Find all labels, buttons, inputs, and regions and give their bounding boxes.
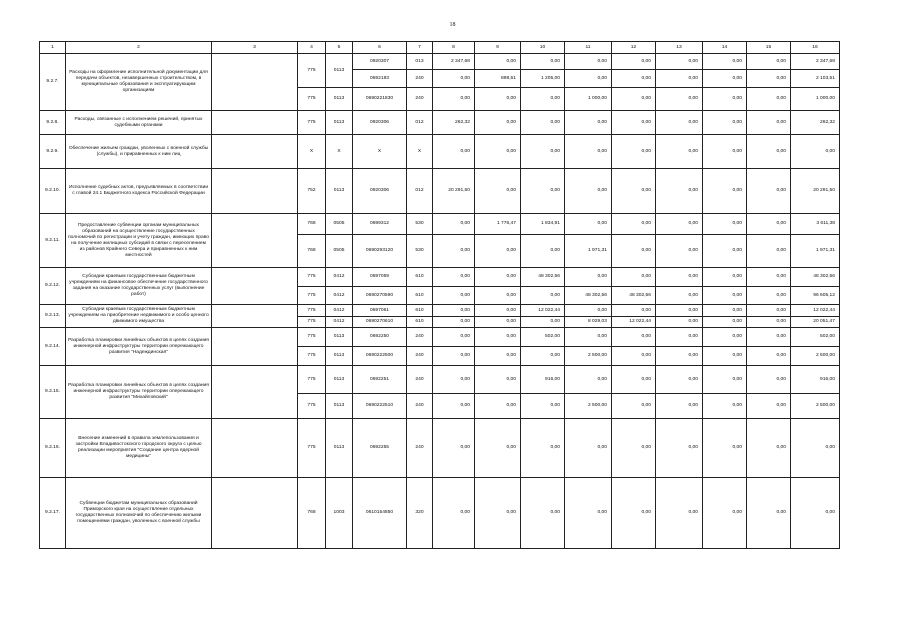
- year-value: 0,00: [433, 328, 475, 347]
- year-value: 0,00: [521, 478, 565, 549]
- target-article-code: 0697059: [353, 268, 407, 287]
- row-description: Расходы на оформление исполнительной документации для передачи объектов, незавершенных строительством, в муниципальные образования и эксплуатирующим организациям: [66, 54, 212, 111]
- ministry-code: 775: [298, 347, 326, 366]
- column-header: 6: [353, 42, 407, 54]
- budget-table: [39, 41, 840, 549]
- total-value: 2 103,51: [791, 70, 840, 88]
- row-number: 9.2.7.: [40, 54, 66, 111]
- total-value: 0,00: [791, 478, 840, 549]
- ministry-code: 775: [298, 419, 326, 478]
- column-header: 12: [612, 42, 656, 54]
- section-code: 0412: [326, 268, 353, 287]
- column-header: 1: [40, 42, 66, 54]
- year-value: 0,00: [703, 366, 747, 394]
- total-value: 916,00: [791, 366, 840, 394]
- empty-cell: [212, 305, 298, 328]
- year-value: 0,00: [612, 169, 656, 214]
- empty-cell: [212, 268, 298, 305]
- year-value: 1 205,00: [521, 70, 565, 88]
- year-value: 0,00: [612, 268, 656, 287]
- row-number: 9.2.8.: [40, 111, 66, 135]
- year-value: 0,00: [433, 394, 475, 419]
- year-value: 0,00: [475, 111, 521, 135]
- row-description: Субвенции бюджетам муниципальных образований Приморского края на осуществление отдельных государственных полномочий по обеспечению жилыми помещениями граждан, уволенных с военной службы: [66, 478, 212, 549]
- total-value: 20 291,50: [791, 169, 840, 214]
- column-header: 15: [747, 42, 791, 54]
- expense-type-code: 240: [407, 394, 433, 419]
- year-value: 0,00: [521, 317, 565, 328]
- year-value: 48 302,56: [565, 287, 612, 305]
- empty-cell: [212, 419, 298, 478]
- table-row: [40, 419, 840, 478]
- year-value: 0,00: [475, 394, 521, 419]
- section-code: X: [326, 135, 353, 169]
- section-code: 0113: [326, 328, 353, 347]
- target-article-code: 0692250: [353, 328, 407, 347]
- ministry-code: 768: [298, 235, 326, 268]
- year-value: 0,00: [612, 419, 656, 478]
- year-value: 0,00: [656, 214, 703, 235]
- empty-cell: [212, 135, 298, 169]
- empty-cell: [212, 54, 298, 111]
- year-value: 0,00: [612, 366, 656, 394]
- expense-type-code: 013: [407, 54, 433, 70]
- year-value: 0,00: [565, 135, 612, 169]
- total-value: 2 500,00: [791, 347, 840, 366]
- column-header: 3: [212, 42, 298, 54]
- year-value: 0,00: [521, 287, 565, 305]
- total-value: 1 000,00: [791, 88, 840, 111]
- section-code: 1003: [326, 478, 353, 549]
- section-code: 0113: [326, 111, 353, 135]
- year-value: 0,00: [475, 287, 521, 305]
- year-value: 0,00: [656, 478, 703, 549]
- year-value: 0,00: [433, 287, 475, 305]
- year-value: 0,00: [656, 305, 703, 317]
- year-value: 0,00: [747, 478, 791, 549]
- year-value: 0,00: [703, 268, 747, 287]
- year-value: 0,00: [747, 54, 791, 70]
- year-value: 262,32: [433, 111, 475, 135]
- year-value: 0,00: [656, 169, 703, 214]
- expense-type-code: 240: [407, 70, 433, 88]
- year-value: 0,00: [565, 366, 612, 394]
- year-value: 0,00: [703, 419, 747, 478]
- year-value: 0,00: [565, 328, 612, 347]
- year-value: 0,00: [612, 54, 656, 70]
- column-header: 9: [475, 42, 521, 54]
- total-value: 1 971,31: [791, 235, 840, 268]
- year-value: 0,00: [433, 235, 475, 268]
- year-value: 0,00: [612, 347, 656, 366]
- ministry-code: 775: [298, 317, 326, 328]
- column-header: 14: [703, 42, 747, 54]
- year-value: 0,00: [656, 235, 703, 268]
- table-header: [40, 42, 840, 54]
- year-value: 0,00: [475, 478, 521, 549]
- year-value: 0,00: [475, 54, 521, 70]
- year-value: 0,00: [475, 317, 521, 328]
- year-value: 0,00: [433, 135, 475, 169]
- year-value: 0,00: [612, 478, 656, 549]
- year-value: 0,00: [433, 70, 475, 88]
- year-value: 48 302,56: [521, 268, 565, 287]
- year-value: 0,00: [521, 88, 565, 111]
- empty-cell: [212, 366, 298, 419]
- year-value: 0,00: [433, 214, 475, 235]
- target-article-code: 0920306: [353, 111, 407, 135]
- year-value: 0,00: [703, 478, 747, 549]
- year-value: 0,00: [747, 394, 791, 419]
- total-value: 502,00: [791, 328, 840, 347]
- year-value: 2 347,68: [433, 54, 475, 70]
- year-value: 0,00: [703, 54, 747, 70]
- expense-type-code: X: [407, 135, 433, 169]
- total-value: 96 605,12: [791, 287, 840, 305]
- total-value: 20 051,47: [791, 317, 840, 328]
- section-code: 0412: [326, 317, 353, 328]
- target-article-code: 0920306: [353, 169, 407, 214]
- year-value: 0,00: [612, 214, 656, 235]
- target-article-code: 0690270590: [353, 287, 407, 305]
- year-value: 0,00: [521, 54, 565, 70]
- section-code: 0505: [326, 214, 353, 235]
- year-value: 20 291,50: [433, 169, 475, 214]
- table-row: [40, 366, 840, 394]
- table-body: [40, 54, 840, 549]
- target-article-code: X: [353, 135, 407, 169]
- column-header: 7: [407, 42, 433, 54]
- table-row: [40, 135, 840, 169]
- expense-type-code: 012: [407, 169, 433, 214]
- expense-type-code: 610: [407, 268, 433, 287]
- year-value: 0,00: [433, 347, 475, 366]
- target-article-code: 0692251: [353, 366, 407, 394]
- ministry-code: X: [298, 135, 326, 169]
- year-value: 0,00: [521, 419, 565, 478]
- ministry-code: 752: [298, 169, 326, 214]
- target-article-code: 0690222500: [353, 347, 407, 366]
- section-code: 0113: [326, 347, 353, 366]
- year-value: 0,00: [521, 394, 565, 419]
- row-number: 9.2.10.: [40, 169, 66, 214]
- table-row: [40, 478, 840, 549]
- row-description: Внесение изменений в правила землепользования и застройки Владивостокского городского округа с целью реализации мероприятия "Создание центра ядерной медицины": [66, 419, 212, 478]
- year-value: 0,00: [656, 268, 703, 287]
- ministry-code: 775: [298, 394, 326, 419]
- row-description: Разработка планировки линейных объектов в целях создания инженерной инфраструктуры территории опережающего развития "Михайловский": [66, 366, 212, 419]
- year-value: 0,00: [656, 317, 703, 328]
- year-value: 0,00: [747, 88, 791, 111]
- column-header: 10: [521, 42, 565, 54]
- year-value: 916,00: [521, 366, 565, 394]
- year-value: 0,00: [612, 111, 656, 135]
- row-number: 9.2.11.: [40, 214, 66, 268]
- year-value: 0,00: [747, 169, 791, 214]
- row-description: Обеспечение жильем граждан, уволенных с военной службы (службы), и приравненных к ним лиц: [66, 135, 212, 169]
- table-row: [40, 169, 840, 214]
- ministry-code: 775: [298, 268, 326, 287]
- year-value: 0,00: [656, 419, 703, 478]
- year-value: 0,00: [703, 394, 747, 419]
- year-value: 0,00: [475, 419, 521, 478]
- year-value: 0,00: [703, 135, 747, 169]
- total-value: 2 347,68: [791, 54, 840, 70]
- section-code: 0505: [326, 235, 353, 268]
- section-code: 0113: [326, 54, 353, 88]
- total-value: 12 022,44: [791, 305, 840, 317]
- year-value: 0,00: [747, 328, 791, 347]
- year-value: 0,00: [747, 235, 791, 268]
- year-value: 0,00: [747, 305, 791, 317]
- total-value: 48 302,56: [791, 268, 840, 287]
- year-value: 8 029,03: [565, 317, 612, 328]
- year-value: 1 000,00: [565, 88, 612, 111]
- year-value: 0,00: [433, 419, 475, 478]
- row-description: Предоставление субвенции органам муниципальных образований на осуществление государственных полномочий по регистрации и учету граждан, имеющих право на получение жилищных субсидий в связи с переселением из районов Крайнего Севера и приравненных к ним местностей: [66, 214, 212, 268]
- year-value: 0,00: [747, 214, 791, 235]
- row-description: Исполнение судебных актов, предъявляемых в соответствии с главой 24.1 Бюджетного кодекса Российской Федерации: [66, 169, 212, 214]
- year-value: 0,00: [703, 305, 747, 317]
- year-value: 0,00: [703, 70, 747, 88]
- target-article-code: 0920307: [353, 54, 407, 70]
- target-article-code: 0692183: [353, 70, 407, 88]
- column-header: 4: [298, 42, 326, 54]
- year-value: 0,00: [703, 169, 747, 214]
- row-description: Субсидии краевым государственным бюджетным учреждениям на приобретение недвижимого и особо ценного движимого имущества: [66, 305, 212, 328]
- ministry-code: 775: [298, 305, 326, 317]
- target-article-code: 0690221830: [353, 88, 407, 111]
- year-value: 0,00: [475, 366, 521, 394]
- year-value: 1 776,47: [475, 214, 521, 235]
- section-code: 0113: [326, 394, 353, 419]
- year-value: 0,00: [565, 214, 612, 235]
- target-article-code: 0697061: [353, 305, 407, 317]
- table-row: [40, 305, 840, 317]
- year-value: 0,00: [656, 70, 703, 88]
- year-value: 898,51: [475, 70, 521, 88]
- year-value: 0,00: [703, 214, 747, 235]
- year-value: 0,00: [521, 111, 565, 135]
- row-number: 9.2.9.: [40, 135, 66, 169]
- ministry-code: 768: [298, 214, 326, 235]
- year-value: 0,00: [433, 366, 475, 394]
- expense-type-code: 012: [407, 111, 433, 135]
- year-value: 0,00: [475, 169, 521, 214]
- expense-type-code: 610: [407, 305, 433, 317]
- table-row: [40, 111, 840, 135]
- column-header: 11: [565, 42, 612, 54]
- expense-type-code: 610: [407, 287, 433, 305]
- total-value: 0,00: [791, 419, 840, 478]
- year-value: 0,00: [612, 88, 656, 111]
- target-article-code: 0690222510: [353, 394, 407, 419]
- year-value: 0,00: [703, 287, 747, 305]
- section-code: 0113: [326, 88, 353, 111]
- expense-type-code: 240: [407, 347, 433, 366]
- section-code: 0412: [326, 305, 353, 317]
- row-number: 9.2.13.: [40, 305, 66, 328]
- year-value: 0,00: [703, 317, 747, 328]
- target-article-code: 0690270610: [353, 317, 407, 328]
- target-article-code: 0699312: [353, 214, 407, 235]
- row-description: Расходы, связанные с исполнением решений, принятых судебными органами: [66, 111, 212, 135]
- ministry-code: 775: [298, 111, 326, 135]
- year-value: 0,00: [521, 235, 565, 268]
- year-value: 0,00: [747, 111, 791, 135]
- year-value: 48 302,56: [612, 287, 656, 305]
- empty-cell: [212, 111, 298, 135]
- column-header: 16: [791, 42, 840, 54]
- ministry-code: 775: [298, 88, 326, 111]
- total-value: 262,32: [791, 111, 840, 135]
- year-value: 0,00: [656, 111, 703, 135]
- table-row: [40, 268, 840, 287]
- section-code: 0412: [326, 287, 353, 305]
- empty-cell: [212, 328, 298, 366]
- ministry-code: 768: [298, 478, 326, 549]
- year-value: 0,00: [703, 88, 747, 111]
- year-value: 0,00: [612, 305, 656, 317]
- empty-cell: [212, 214, 298, 268]
- year-value: 0,00: [612, 70, 656, 88]
- column-header: 13: [656, 42, 703, 54]
- year-value: 0,00: [565, 54, 612, 70]
- ministry-code: 775: [298, 287, 326, 305]
- year-value: 12 022,44: [612, 317, 656, 328]
- year-value: 0,00: [656, 366, 703, 394]
- year-value: 0,00: [612, 235, 656, 268]
- ministry-code: 775: [298, 366, 326, 394]
- target-article-code: 0692255: [353, 419, 407, 478]
- year-value: 0,00: [433, 478, 475, 549]
- page-number: 18: [449, 22, 456, 28]
- year-value: 0,00: [747, 268, 791, 287]
- year-value: 0,00: [475, 235, 521, 268]
- year-value: 0,00: [656, 54, 703, 70]
- year-value: 0,00: [703, 235, 747, 268]
- column-header: 2: [66, 42, 212, 54]
- year-value: 0,00: [475, 328, 521, 347]
- year-value: 0,00: [521, 347, 565, 366]
- year-value: 12 022,44: [521, 305, 565, 317]
- expense-type-code: 530: [407, 214, 433, 235]
- year-value: 0,00: [747, 317, 791, 328]
- year-value: 0,00: [612, 394, 656, 419]
- year-value: 502,00: [521, 328, 565, 347]
- year-value: 0,00: [656, 347, 703, 366]
- year-value: 0,00: [475, 88, 521, 111]
- year-value: 0,00: [521, 169, 565, 214]
- empty-cell: [212, 478, 298, 549]
- expense-type-code: 240: [407, 88, 433, 111]
- section-code: 0113: [326, 419, 353, 478]
- year-value: 0,00: [612, 328, 656, 347]
- year-value: 0,00: [475, 305, 521, 317]
- year-value: 0,00: [656, 135, 703, 169]
- year-value: 0,00: [433, 305, 475, 317]
- section-code: 0113: [326, 366, 353, 394]
- total-value: 3 611,38: [791, 214, 840, 235]
- expense-type-code: 240: [407, 419, 433, 478]
- row-number: 9.2.15.: [40, 366, 66, 419]
- year-value: 0,00: [656, 287, 703, 305]
- year-value: 2 500,00: [565, 394, 612, 419]
- year-value: 0,00: [475, 347, 521, 366]
- table-row: [40, 214, 840, 235]
- total-value: 0,00: [791, 135, 840, 169]
- ministry-code: 775: [298, 328, 326, 347]
- year-value: 2 500,00: [565, 347, 612, 366]
- year-value: 0,00: [703, 111, 747, 135]
- target-article-code: 0610154850: [353, 478, 407, 549]
- table-row: [40, 54, 840, 70]
- year-value: 0,00: [433, 88, 475, 111]
- section-code: 0113: [326, 169, 353, 214]
- year-value: 0,00: [747, 419, 791, 478]
- year-value: 0,00: [747, 347, 791, 366]
- year-value: 0,00: [433, 268, 475, 287]
- year-value: 0,00: [565, 70, 612, 88]
- expense-type-code: 610: [407, 317, 433, 328]
- expense-type-code: 320: [407, 478, 433, 549]
- year-value: 0,00: [703, 328, 747, 347]
- row-number: 9.2.17.: [40, 478, 66, 549]
- total-value: 2 500,00: [791, 394, 840, 419]
- year-value: 0,00: [747, 135, 791, 169]
- expense-type-code: 530: [407, 235, 433, 268]
- table-row: [40, 328, 840, 347]
- year-value: 0,00: [565, 478, 612, 549]
- ministry-code: 775: [298, 54, 326, 88]
- expense-type-code: 240: [407, 328, 433, 347]
- year-value: 0,00: [747, 366, 791, 394]
- year-value: 0,00: [521, 135, 565, 169]
- expense-type-code: 240: [407, 366, 433, 394]
- year-value: 0,00: [703, 347, 747, 366]
- year-value: 0,00: [656, 394, 703, 419]
- year-value: 0,00: [656, 88, 703, 111]
- empty-cell: [212, 169, 298, 214]
- row-number: 9.2.16.: [40, 419, 66, 478]
- column-header: 5: [326, 42, 353, 54]
- target-article-code: 0690293120: [353, 235, 407, 268]
- year-value: 0,00: [565, 268, 612, 287]
- row-number: 9.2.12.: [40, 268, 66, 305]
- year-value: 1 971,31: [565, 235, 612, 268]
- row-number: 9.2.14.: [40, 328, 66, 366]
- row-description: Субсидии краевым государственным бюджетным учреждениям на финансовое обеспечение государственного задания на оказание государственных услуг (выполнение работ): [66, 268, 212, 305]
- year-value: 0,00: [565, 419, 612, 478]
- year-value: 0,00: [565, 305, 612, 317]
- row-description: Разработка планировки линейных объектов в целях создания инженерной инфраструктуры территории опережающего развития "Надеждинская": [66, 328, 212, 366]
- year-value: 0,00: [475, 135, 521, 169]
- year-value: 0,00: [565, 169, 612, 214]
- year-value: 0,00: [565, 111, 612, 135]
- year-value: 1 834,91: [521, 214, 565, 235]
- year-value: 0,00: [612, 135, 656, 169]
- year-value: 0,00: [656, 328, 703, 347]
- column-header: 8: [433, 42, 475, 54]
- year-value: 0,00: [433, 317, 475, 328]
- year-value: 0,00: [475, 268, 521, 287]
- year-value: 0,00: [747, 70, 791, 88]
- year-value: 0,00: [747, 287, 791, 305]
